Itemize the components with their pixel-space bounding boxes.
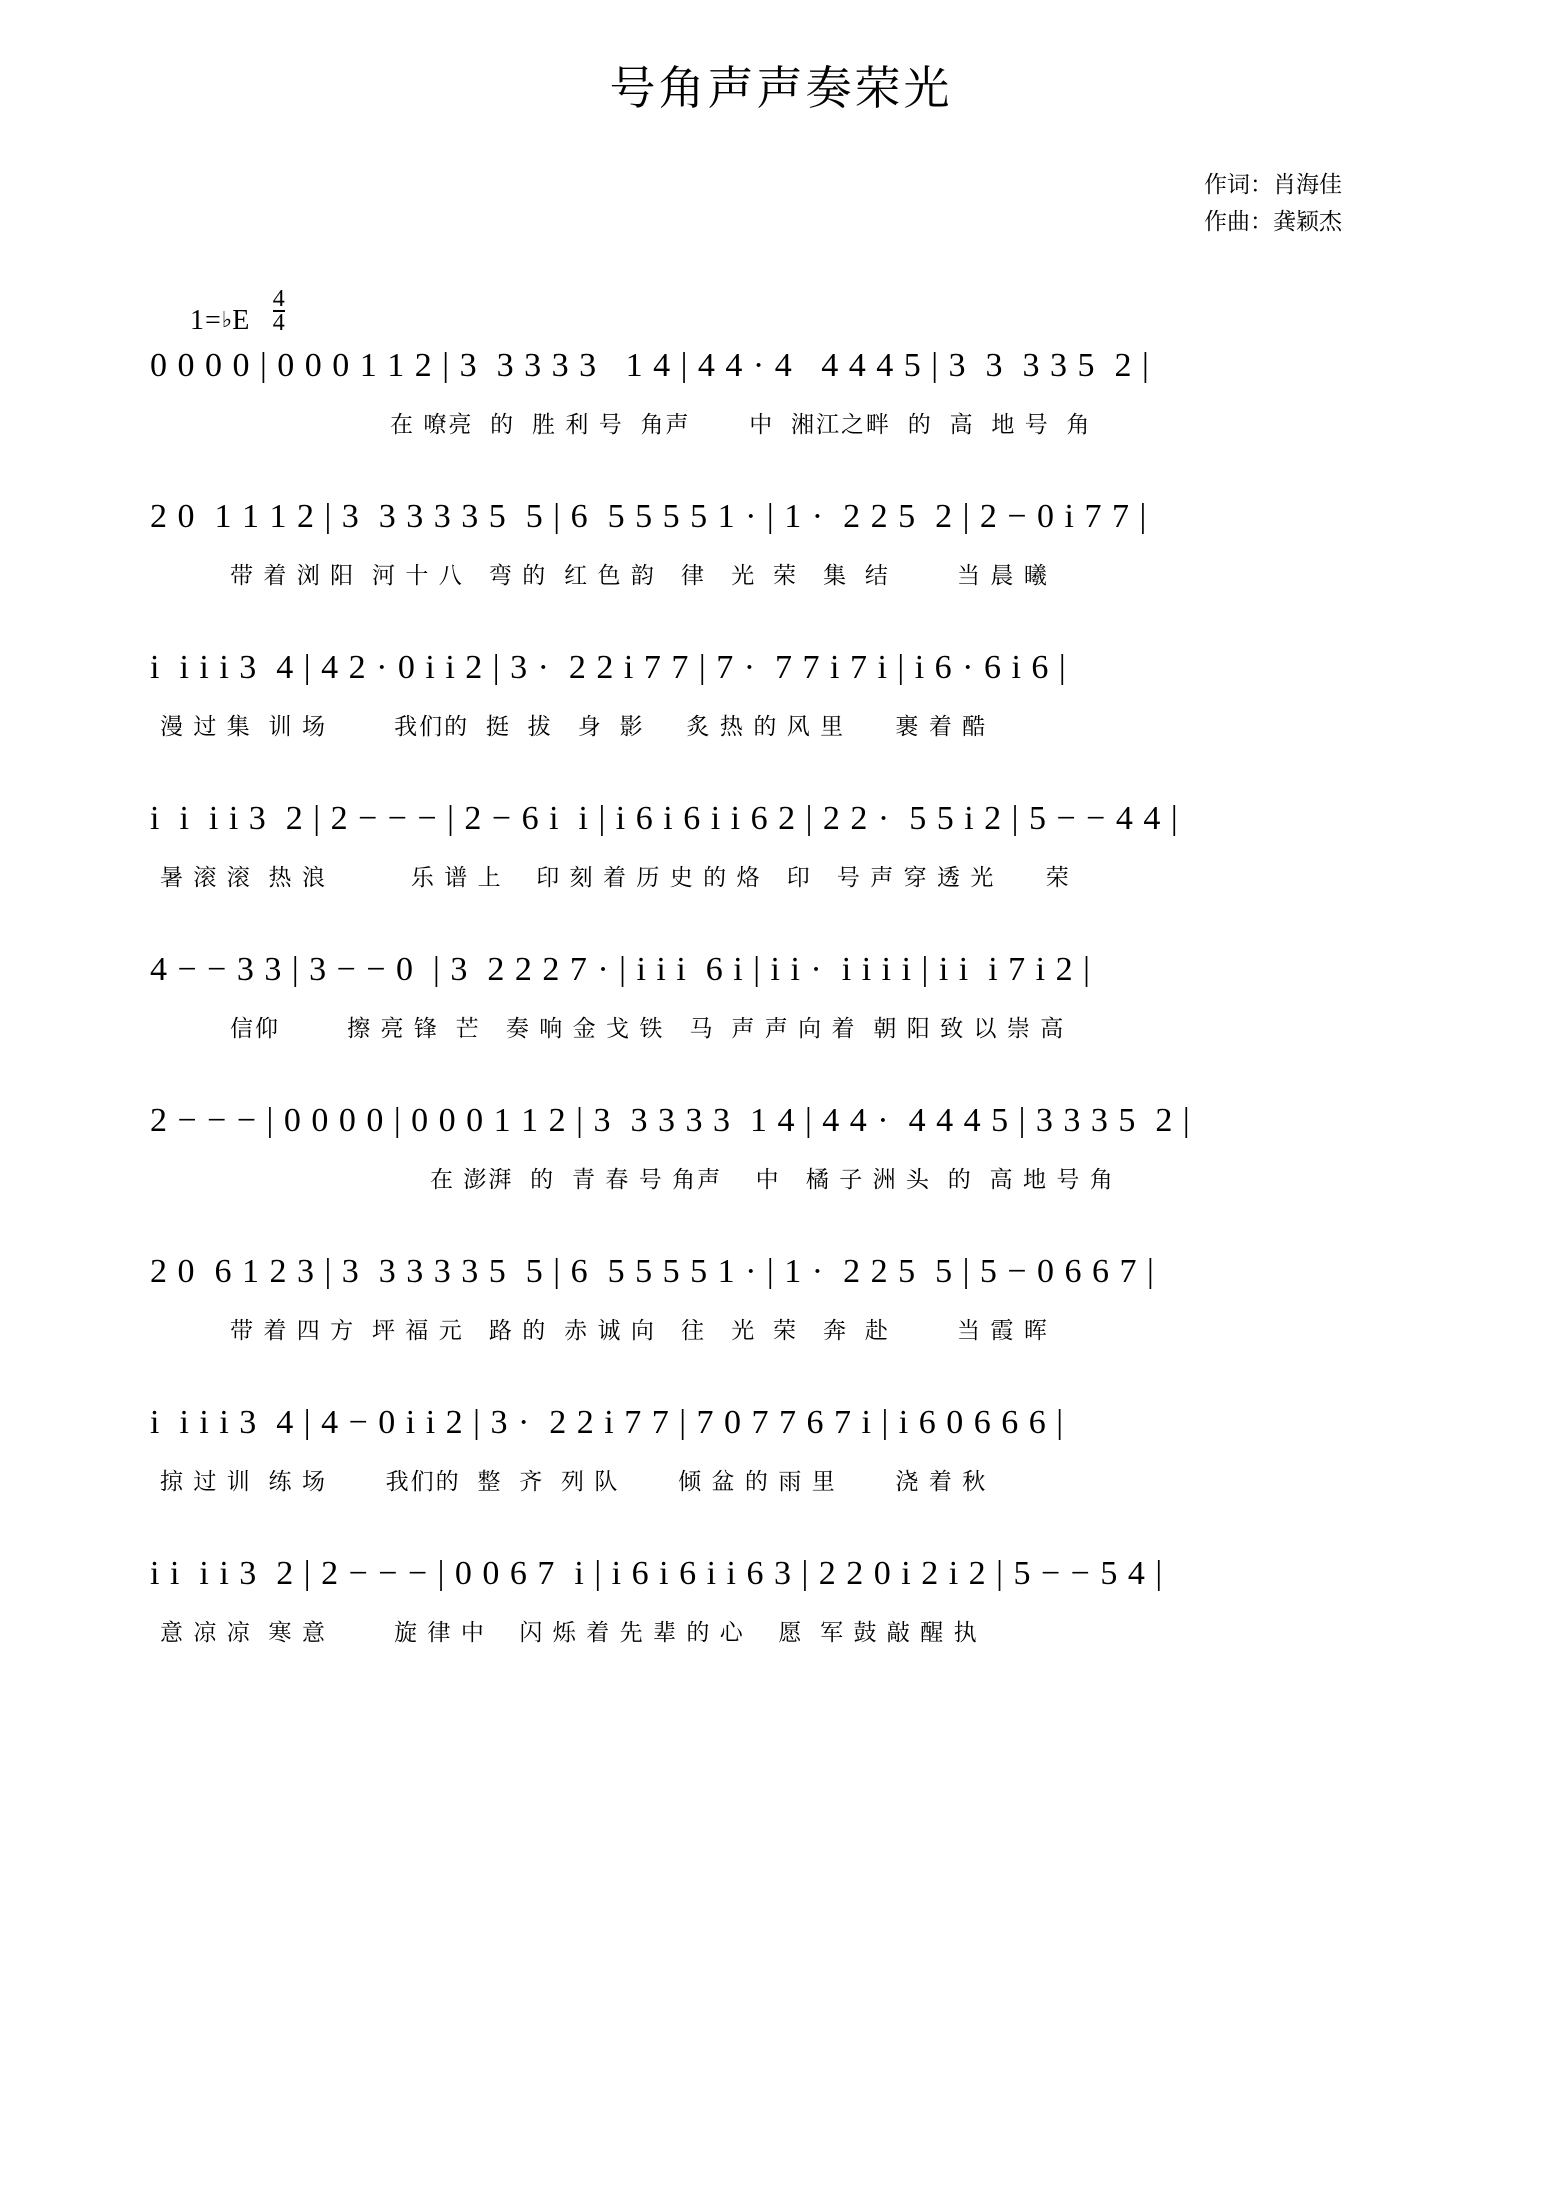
lyrics-line: 在 嘹亮 的 胜 利 号 角声 中 湘江之畔 的 高 地 号 角 <box>390 410 1092 437</box>
notation-line: 0 0 0 0 | 0 0 0 1 1 2 | 3 3 3 3 3 1 4 | 4 4 · 4 4 4 4 5 | 3 3 3 3 5 2 | <box>150 346 1150 384</box>
lyrics-line: 暑 滚 滚 热 浪 乐 谱 上 印 刻 着 历 史 的 烙 印 号 声 穿 透 光 荣 <box>160 863 1071 890</box>
lyricist-line: 作词：肖海佳 <box>1204 171 1342 197</box>
music-system <box>140 944 1422 1043</box>
notation-line: i i i i 3 4 | 4 2 · 0 i i 2 | 3 · 2 2 i 7 7 | 7 · 7 7 i 7 i | i 6 · 6 i 6 | <box>150 648 1067 686</box>
lyrics-line: 带 着 浏 阳 河 十 八 弯 的 红 色 韵 律 光 荣 集 结 当 晨 曦 <box>230 561 1049 588</box>
notation-line: i i i i 3 4 | 4 − 0 i i 2 | 3 · 2 2 i 7 7 | 7 0 7 7 6 7 i | i 6 0 6 6 6 | <box>150 1403 1065 1441</box>
music-system <box>140 1397 1422 1496</box>
lyrics-line: 意 凉 凉 寒 意 旋 律 中 闪 烁 着 先 辈 的 心 愿 军 鼓 敲 醒 执 <box>160 1618 979 1645</box>
lyrics-line: 信仰 擦 亮 锋 芒 奏 响 金 戈 铁 马 声 声 向 着 朝 阳 致 以 崇 高 <box>230 1014 1066 1041</box>
music-system <box>140 642 1422 741</box>
music-system <box>140 793 1422 892</box>
lyrics-line: 在 澎湃 的 青 春 号 角声 中 橘 子 洲 头 的 高 地 号 角 <box>430 1165 1115 1192</box>
time-denominator: 4 <box>272 310 285 337</box>
key-and-time-signature <box>140 285 1422 337</box>
notation-line: i i i i 3 2 | 2 − − − | 0 0 6 7 i | i 6 i 6 i i 6 3 | 2 2 0 i 2 i 2 | 5 − − 5 4 | <box>150 1554 1164 1592</box>
notation-line: 4 − − 3 3 | 3 − − 0 | 3 2 2 2 7 · | i i i 6 i | i i · i i i i | i i i 7 i 2 | <box>150 950 1091 988</box>
time-signature <box>272 285 285 337</box>
key-note: E <box>232 304 251 336</box>
notation-line: 2 0 6 1 2 3 | 3 3 3 3 3 5 5 | 6 5 5 5 5 1 · | 1 · 2 2 5 5 | 5 − 0 6 6 7 | <box>150 1252 1155 1290</box>
music-system <box>140 1548 1422 1647</box>
music-system <box>140 340 1422 439</box>
lyrics-line: 漫 过 集 训 场 我们的 挺 拔 身 影 炙 热 的 风 里 裹 着 酷 <box>160 712 988 739</box>
notation-line: 2 − − − | 0 0 0 0 | 0 0 0 1 1 2 | 3 3 3 3 3 1 4 | 4 4 · 4 4 4 5 | 3 3 3 5 2 | <box>150 1101 1191 1139</box>
lyrics-line: 带 着 四 方 坪 福 元 路 的 赤 诚 向 往 光 荣 奔 赴 当 霞 晖 <box>230 1316 1049 1343</box>
notation-line: i i i i 3 2 | 2 − − − | 2 − 6 i i | i 6 i 6 i i 6 2 | 2 2 · 5 5 i 2 | 5 − − 4 4 | <box>150 799 1179 837</box>
page-title: 号角声声奏荣光 <box>609 62 953 114</box>
music-system <box>140 491 1422 590</box>
lyrics-line: 掠 过 训 练 场 我们的 整 齐 列 队 倾 盆 的 雨 里 浇 着 秋 <box>160 1467 988 1494</box>
composer-line: 作曲：龚颖杰 <box>1204 207 1342 234</box>
music-system <box>140 1246 1422 1345</box>
notation-line: 2 0 1 1 1 2 | 3 3 3 3 3 5 5 | 6 5 5 5 5 1 · | 1 · 2 2 5 2 | 2 − 0 i 7 7 | <box>150 497 1148 535</box>
credits-block <box>140 166 1422 240</box>
key-prefix: 1= <box>190 304 222 336</box>
music-systems <box>140 340 1422 1647</box>
time-numerator: 4 <box>272 285 285 312</box>
flat-symbol: ♭ <box>221 306 233 332</box>
music-system <box>140 1095 1422 1194</box>
